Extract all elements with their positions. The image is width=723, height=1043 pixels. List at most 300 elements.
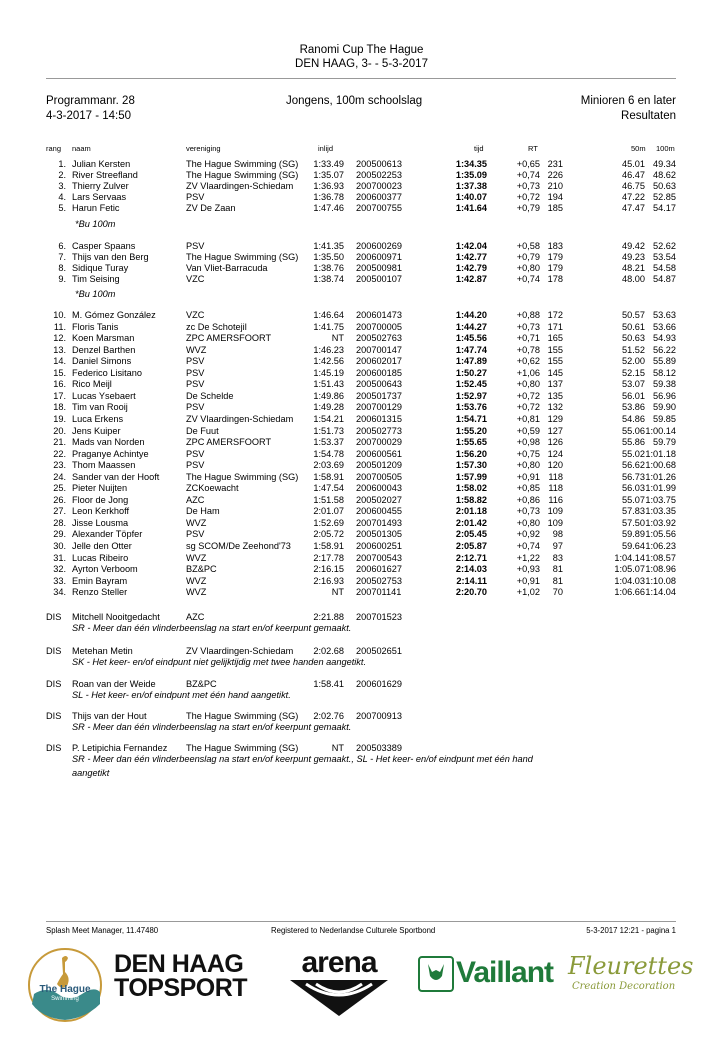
swimmer-name: Jelle den Otter [72, 541, 132, 551]
split-100m: 1:01.18 [645, 448, 676, 459]
rank-cell: 5. [58, 203, 66, 213]
reaction-time: +0,73 [516, 506, 540, 517]
split-50m: 46.47 [622, 170, 645, 180]
col-entry: inlijd [318, 144, 334, 153]
final-time: 2:05.87 [455, 541, 487, 551]
points: 179 [547, 252, 563, 262]
points: 81 [552, 564, 563, 575]
rank-cell: 8. [58, 263, 66, 273]
split-50m: 1:06.66 [614, 587, 645, 598]
final-time: 1:58.82 [455, 494, 487, 505]
reaction-time: +0,75 [516, 448, 540, 459]
disqualified-row [0, 711, 723, 722]
result-row [0, 518, 723, 529]
split-100m: 52.85 [653, 192, 676, 202]
dis-reason: SK - Het keer- en/of eindpunt niet gelijktijdig met twee handen aangetikt. [72, 657, 367, 667]
final-time: 1:57.30 [455, 460, 487, 471]
club-name: The Hague Swimming (SG) [186, 711, 299, 721]
reaction-time: +0,59 [516, 425, 540, 436]
swimmer-id: 200700913 [356, 711, 402, 721]
col-time: tijd [474, 144, 484, 153]
entry-time: 2:03.69 [313, 460, 344, 471]
split-100m: 56.96 [653, 390, 676, 401]
rank-cell: 25. [53, 483, 66, 494]
swimmer-name: Leon Kerkhoff [72, 506, 130, 517]
reaction-time: +0,72 [516, 402, 540, 413]
rank-cell: 26. [53, 494, 66, 505]
fleurettes-logo [568, 952, 696, 1002]
split-50m: 46.75 [622, 181, 645, 191]
club-name: VZC [186, 274, 205, 284]
entry-time: 1:54.78 [313, 448, 344, 459]
club-name: PSV [186, 402, 205, 413]
swimmer-id: 200600251 [356, 541, 402, 551]
swimmer-id: 200602017 [356, 356, 402, 367]
reaction-time: +0,80 [516, 517, 540, 528]
club-name: PSV [186, 448, 205, 459]
entry-time: 1:38.76 [313, 263, 344, 273]
split-50m: 49.42 [622, 241, 645, 251]
club-name: De Schelde [186, 390, 234, 401]
swimmer-name: Rico Meijl [72, 379, 112, 390]
rank-cell: 15. [53, 367, 66, 378]
split-50m: 56.03 [622, 483, 645, 494]
club-name: PSV [186, 192, 205, 202]
entry-time: 2:02.76 [313, 711, 344, 721]
entry-time: 1:54.21 [313, 413, 344, 424]
final-time: 1:52.97 [455, 390, 487, 401]
swimmer-id: 200600561 [356, 448, 402, 459]
entry-time: 1:45.19 [313, 367, 344, 378]
col-rt: RT [528, 144, 538, 153]
swimmer-id: 200600043 [356, 483, 402, 494]
split-50m: 55.86 [622, 437, 645, 448]
swimmer-name: M. Gómez González [72, 310, 156, 320]
swimmer-id: 200500981 [356, 263, 402, 273]
entry-time: 1:46.23 [313, 344, 344, 355]
final-time: 1:34.35 [455, 159, 487, 169]
points: 132 [547, 402, 563, 413]
split-100m: 1:05.56 [645, 529, 676, 540]
program-datetime: 4-3-2017 - 14:50 [46, 110, 132, 122]
result-row [0, 274, 723, 285]
club-name: ZV Vlaardingen-Schiedam [186, 181, 294, 191]
split-100m: 1:03.35 [645, 506, 676, 517]
disqualified-row [0, 612, 723, 623]
club-name: PSV [186, 379, 205, 390]
dis-label: DIS [46, 646, 62, 656]
rank-cell: 10. [53, 310, 66, 320]
points: 124 [547, 448, 563, 459]
result-row [0, 437, 723, 448]
swimmer-name: Thijs van der Hout [72, 711, 147, 721]
swimmer-id: 200700023 [356, 181, 402, 191]
result-row [0, 402, 723, 413]
swimmer-name: Renzo Steller [72, 587, 128, 598]
swimmer-id: 200600377 [356, 192, 402, 202]
rank-cell: 34. [53, 587, 66, 598]
points: 129 [547, 413, 563, 424]
result-row [0, 181, 723, 192]
rank-cell: 19. [53, 413, 66, 424]
final-time: 1:44.20 [455, 310, 487, 320]
swimmer-name: Floris Tanis [72, 321, 119, 332]
reaction-time: +0,91 [516, 575, 540, 586]
split-50m: 57.50 [622, 517, 645, 528]
result-row [0, 414, 723, 425]
swimmer-id: 200700543 [356, 552, 402, 563]
final-time: 2:05.45 [455, 529, 487, 540]
entry-time: 1:58.91 [313, 541, 344, 551]
points: 127 [547, 425, 563, 436]
swimmer-id: 200601627 [356, 564, 402, 575]
rank-cell: 13. [53, 344, 66, 355]
split-100m: 55.89 [653, 356, 676, 367]
swimmer-id: 200700755 [356, 203, 402, 213]
rank-cell: 6. [58, 241, 66, 251]
result-row [0, 263, 723, 274]
split-100m: 48.62 [653, 170, 676, 180]
program-number: Programmanr. 28 [46, 95, 135, 107]
swimmer-id: 200600185 [356, 367, 402, 378]
final-time: 1:55.20 [455, 425, 487, 436]
vaillant-logo [418, 953, 554, 995]
swimmer-name: Ayrton Verboom [72, 564, 138, 575]
entry-time: NT [331, 587, 344, 598]
swimmer-name: Luca Erkens [72, 413, 124, 424]
entry-time: 1:49.86 [313, 390, 344, 401]
split-50m: 55.06 [622, 425, 645, 436]
swimmer-id: 200701523 [356, 612, 402, 622]
rank-cell: 7. [58, 252, 66, 262]
entry-time: 1:38.74 [313, 274, 344, 284]
points: 135 [547, 390, 563, 401]
club-name: The Hague Swimming (SG) [186, 252, 299, 262]
reaction-time: +0,73 [516, 181, 540, 191]
final-time: 2:01.18 [455, 506, 487, 517]
split-50m: 50.57 [622, 310, 645, 320]
split-50m: 47.22 [622, 192, 645, 202]
club-name: De Ham [186, 506, 220, 517]
points: 155 [547, 356, 563, 367]
split-100m: 1:01.26 [645, 471, 676, 482]
club-name: Van Vliet-Barracuda [186, 263, 268, 273]
swimmer-name: Sander van der Hooft [72, 471, 160, 482]
final-time: 1:55.65 [455, 437, 487, 448]
entry-time: 1:41.35 [313, 241, 344, 251]
swimmer-name: Metehan Metin [72, 646, 133, 656]
points: 81 [552, 575, 563, 586]
result-row [0, 159, 723, 170]
reaction-time: +0,91 [516, 471, 540, 482]
reaction-time: +0,71 [516, 333, 540, 344]
club-name: AZC [186, 494, 205, 505]
reaction-time: +0,79 [516, 252, 540, 262]
rank-cell: 9. [58, 274, 66, 284]
club-name: VZC [186, 310, 205, 320]
footer-registered: Registered to Nederlandse Culturele Sportbond [271, 926, 436, 935]
split-50m: 53.07 [622, 379, 645, 390]
reaction-time: +0,80 [516, 379, 540, 390]
reaction-time: +0,98 [516, 437, 540, 448]
split-50m: 1:05.07 [614, 564, 645, 575]
club-name: ZV De Zaan [186, 203, 236, 213]
entry-time: 1:51.73 [313, 425, 344, 436]
split-100m: 50.63 [653, 181, 676, 191]
disqualified-row [0, 646, 723, 657]
swimmer-id: 200700147 [356, 344, 402, 355]
entry-time: 2:16.93 [313, 575, 344, 586]
result-row [0, 426, 723, 437]
final-time: 1:42.77 [455, 252, 487, 262]
entry-time: 1:51.43 [313, 379, 344, 390]
footer-divider [46, 921, 676, 922]
result-row [0, 391, 723, 402]
reaction-time: +0,79 [516, 203, 540, 213]
final-time: 1:56.20 [455, 448, 487, 459]
reaction-time: +0,62 [516, 356, 540, 367]
swimmer-name: Mads van Norden [72, 437, 145, 448]
swimmer-name: Daniel Simons [72, 356, 132, 367]
club-name: PSV [186, 460, 205, 471]
swimmer-id: 200600269 [356, 241, 402, 251]
swimmer-name: Tim van Rooij [72, 402, 128, 413]
rank-cell: 21. [53, 437, 66, 448]
points: 118 [548, 483, 563, 494]
split-100m: 52.62 [653, 241, 676, 251]
club-name: sg SCOM/De Zeehond'73 [186, 541, 291, 551]
result-row [0, 333, 723, 344]
points: 126 [547, 437, 563, 448]
entry-time: 1:58.91 [313, 471, 344, 482]
final-time: 1:45.56 [455, 333, 487, 344]
split-100m: 58.12 [653, 367, 676, 378]
final-time: 2:14.03 [455, 564, 487, 575]
result-row [0, 449, 723, 460]
split-50m: 1:04.14 [614, 552, 645, 563]
points: 185 [547, 203, 563, 213]
document-title: Ranomi Cup The Hague [299, 44, 424, 56]
rank-cell: 18. [53, 402, 66, 413]
split-100m: 1:00.14 [645, 425, 676, 436]
entry-time: 2:05.72 [313, 529, 344, 540]
final-time: 1:42.87 [455, 274, 487, 284]
points: 70 [552, 587, 563, 598]
dis-reason: SR - Meer dan één vlinderbeenslag na start en/of keerpunt gemaakt., SL - Het keer- en/of eindpunt met één hand [72, 754, 533, 764]
points: 98 [552, 529, 563, 540]
swimmer-name: Emin Bayram [72, 575, 128, 586]
split-100m: 54.87 [653, 274, 676, 284]
entry-time: 1:49.28 [313, 402, 344, 413]
final-time: 1:54.71 [455, 413, 487, 424]
points: 155 [547, 344, 563, 355]
entry-time: 1:47.54 [313, 483, 344, 494]
reaction-time: +1,22 [516, 552, 540, 563]
entry-time: 2:02.68 [313, 646, 344, 656]
header-divider [46, 78, 676, 79]
swimmer-name: Casper Spaans [72, 241, 136, 251]
club-name: PSV [186, 367, 205, 378]
disqualified-row [0, 743, 723, 754]
points: 194 [547, 192, 563, 202]
rank-cell: 24. [53, 471, 66, 482]
dis-label: DIS [46, 711, 62, 721]
rank-cell: 23. [53, 460, 66, 471]
split-50m: 49.23 [622, 252, 645, 262]
swimmer-id: 200600455 [356, 506, 402, 517]
swimmer-id: 200501209 [356, 460, 402, 471]
event-title: Jongens, 100m schoolslag [286, 95, 423, 107]
split-100m: 1:03.92 [645, 517, 676, 528]
col-100m: 100m [656, 144, 675, 153]
dis-reason: SL - Het keer- en/of eindpunt met één hand aangetikt. [72, 690, 291, 700]
disqualified-row [0, 679, 723, 690]
split-100m: 53.66 [653, 321, 676, 332]
points: 183 [547, 241, 563, 251]
final-time: 1:40.07 [455, 192, 487, 202]
swimmer-name: Tim Seising [72, 274, 120, 284]
reaction-time: +0,85 [516, 483, 540, 494]
result-row [0, 541, 723, 552]
result-row [0, 356, 723, 367]
split-100m: 53.54 [653, 252, 676, 262]
dis-label: DIS [46, 612, 62, 622]
footer-software: Splash Meet Manager, 11.47480 [46, 926, 159, 935]
rank-cell: 32. [53, 564, 66, 575]
rank-cell: 11. [53, 321, 66, 332]
arena-diamond-icon [284, 976, 394, 1020]
entry-time: 2:16.15 [313, 564, 344, 575]
points: 226 [547, 170, 563, 180]
reaction-time: +0,73 [516, 321, 540, 332]
entry-time: 2:21.88 [313, 612, 344, 622]
denhaag-text: DEN HAAG [114, 950, 244, 978]
results-label: Resultaten [621, 110, 676, 122]
rank-cell: 20. [53, 425, 66, 436]
result-row [0, 368, 723, 379]
points: 179 [547, 263, 563, 273]
col-50m: 50m [631, 144, 646, 153]
swimmer-id: 200600971 [356, 252, 402, 262]
split-100m: 54.17 [653, 203, 676, 213]
reaction-time: +0,72 [516, 192, 540, 202]
club-name: PSV [186, 529, 205, 540]
entry-time: 1:46.64 [313, 310, 344, 320]
dis-label: DIS [46, 743, 62, 753]
split-50m: 50.63 [622, 333, 645, 344]
swimmer-name: Floor de Jong [72, 494, 129, 505]
final-time: 2:14.11 [456, 575, 487, 586]
footer-pageinfo: 5-3-2017 12:21 - pagina 1 [586, 926, 676, 935]
result-row [0, 170, 723, 181]
rank-cell: 27. [53, 506, 66, 517]
entry-time: 1:47.46 [313, 203, 344, 213]
swimmer-id: 200500643 [356, 379, 402, 390]
entry-time: 1:51.58 [313, 494, 344, 505]
club-name: ZV Vlaardingen-Schiedam [186, 413, 294, 424]
entry-time: 1:52.69 [313, 517, 344, 528]
split-100m: 1:03.75 [645, 494, 676, 505]
split-50m: 59.89 [622, 529, 645, 540]
split-50m: 50.61 [622, 321, 645, 332]
reaction-time: +0,86 [516, 494, 540, 505]
points: 165 [547, 333, 563, 344]
the-hague-swimming-logo [26, 946, 104, 1024]
reaction-time: +0,80 [516, 460, 540, 471]
swimmer-id: 200502753 [356, 575, 402, 586]
hague-logo-subtext: Swimming [51, 996, 79, 1002]
club-name: PSV [186, 241, 205, 251]
club-name: WVZ [186, 552, 207, 563]
split-50m: 57.83 [622, 506, 645, 517]
reaction-time: +0,58 [516, 241, 540, 251]
final-time: 1:41.64 [455, 203, 487, 213]
reaction-time: +0,74 [516, 541, 540, 551]
club-name: zc De Schotejil [186, 321, 247, 332]
swimmer-id: 200500613 [356, 159, 402, 169]
col-rank: rang [46, 144, 62, 153]
result-row [0, 472, 723, 483]
club-name: The Hague Swimming (SG) [186, 159, 299, 169]
split-50m: 59.64 [622, 541, 645, 551]
final-time: 1:50.27 [455, 367, 487, 378]
split-50m: 53.86 [622, 402, 645, 413]
swimmer-name: Praganye Achintye [72, 448, 149, 459]
points: 116 [548, 494, 563, 505]
split-50m: 55.07 [622, 494, 645, 505]
split-50m: 45.01 [622, 159, 645, 169]
split-100m: 1:06.23 [645, 541, 676, 551]
split-100m: 59.38 [653, 379, 676, 390]
club-name: WVZ [186, 575, 207, 586]
reaction-time: +0,65 [516, 159, 540, 169]
rank-cell: 29. [53, 529, 66, 540]
result-row [0, 460, 723, 471]
rank-cell: 12. [53, 333, 66, 344]
rank-cell: 1. [58, 159, 66, 169]
points: 137 [547, 379, 563, 390]
entry-time: 1:36.93 [313, 181, 344, 191]
reaction-time: +0,74 [516, 170, 540, 180]
entry-time: 1:53.37 [313, 437, 344, 448]
result-row [0, 564, 723, 575]
entry-time: 2:01.07 [313, 506, 344, 517]
club-name: WVZ [186, 344, 207, 355]
vaillant-text: Vaillant [456, 956, 554, 989]
club-name: ZV Vlaardingen-Schiedam [186, 646, 294, 656]
club-name: De Fuut [186, 425, 219, 436]
swimmer-name: Alexander Töpfer [72, 529, 143, 540]
swimmer-name: Federico Lisitano [72, 367, 142, 378]
final-time: 2:01.42 [455, 517, 487, 528]
result-row [0, 322, 723, 333]
rank-cell: 2. [58, 170, 66, 180]
dis-reason: SR - Meer dan één vlinderbeenslag na start en/of keerpunt gemaakt. [72, 623, 352, 633]
den-haag-topsport-logo [114, 952, 254, 1004]
result-row [0, 553, 723, 564]
points: 109 [547, 506, 563, 517]
rank-cell: 22. [53, 448, 66, 459]
rank-cell: 3. [58, 181, 66, 191]
entry-time: 1:41.75 [313, 321, 344, 332]
final-time: 1:37.38 [455, 181, 487, 191]
reaction-time: +0,81 [516, 413, 540, 424]
club-name: BZ&PC [186, 679, 217, 689]
swimmer-name: Thijs van den Berg [72, 252, 149, 262]
split-100m: 54.58 [653, 263, 676, 273]
final-time: 2:12.71 [455, 552, 487, 563]
result-row [0, 495, 723, 506]
